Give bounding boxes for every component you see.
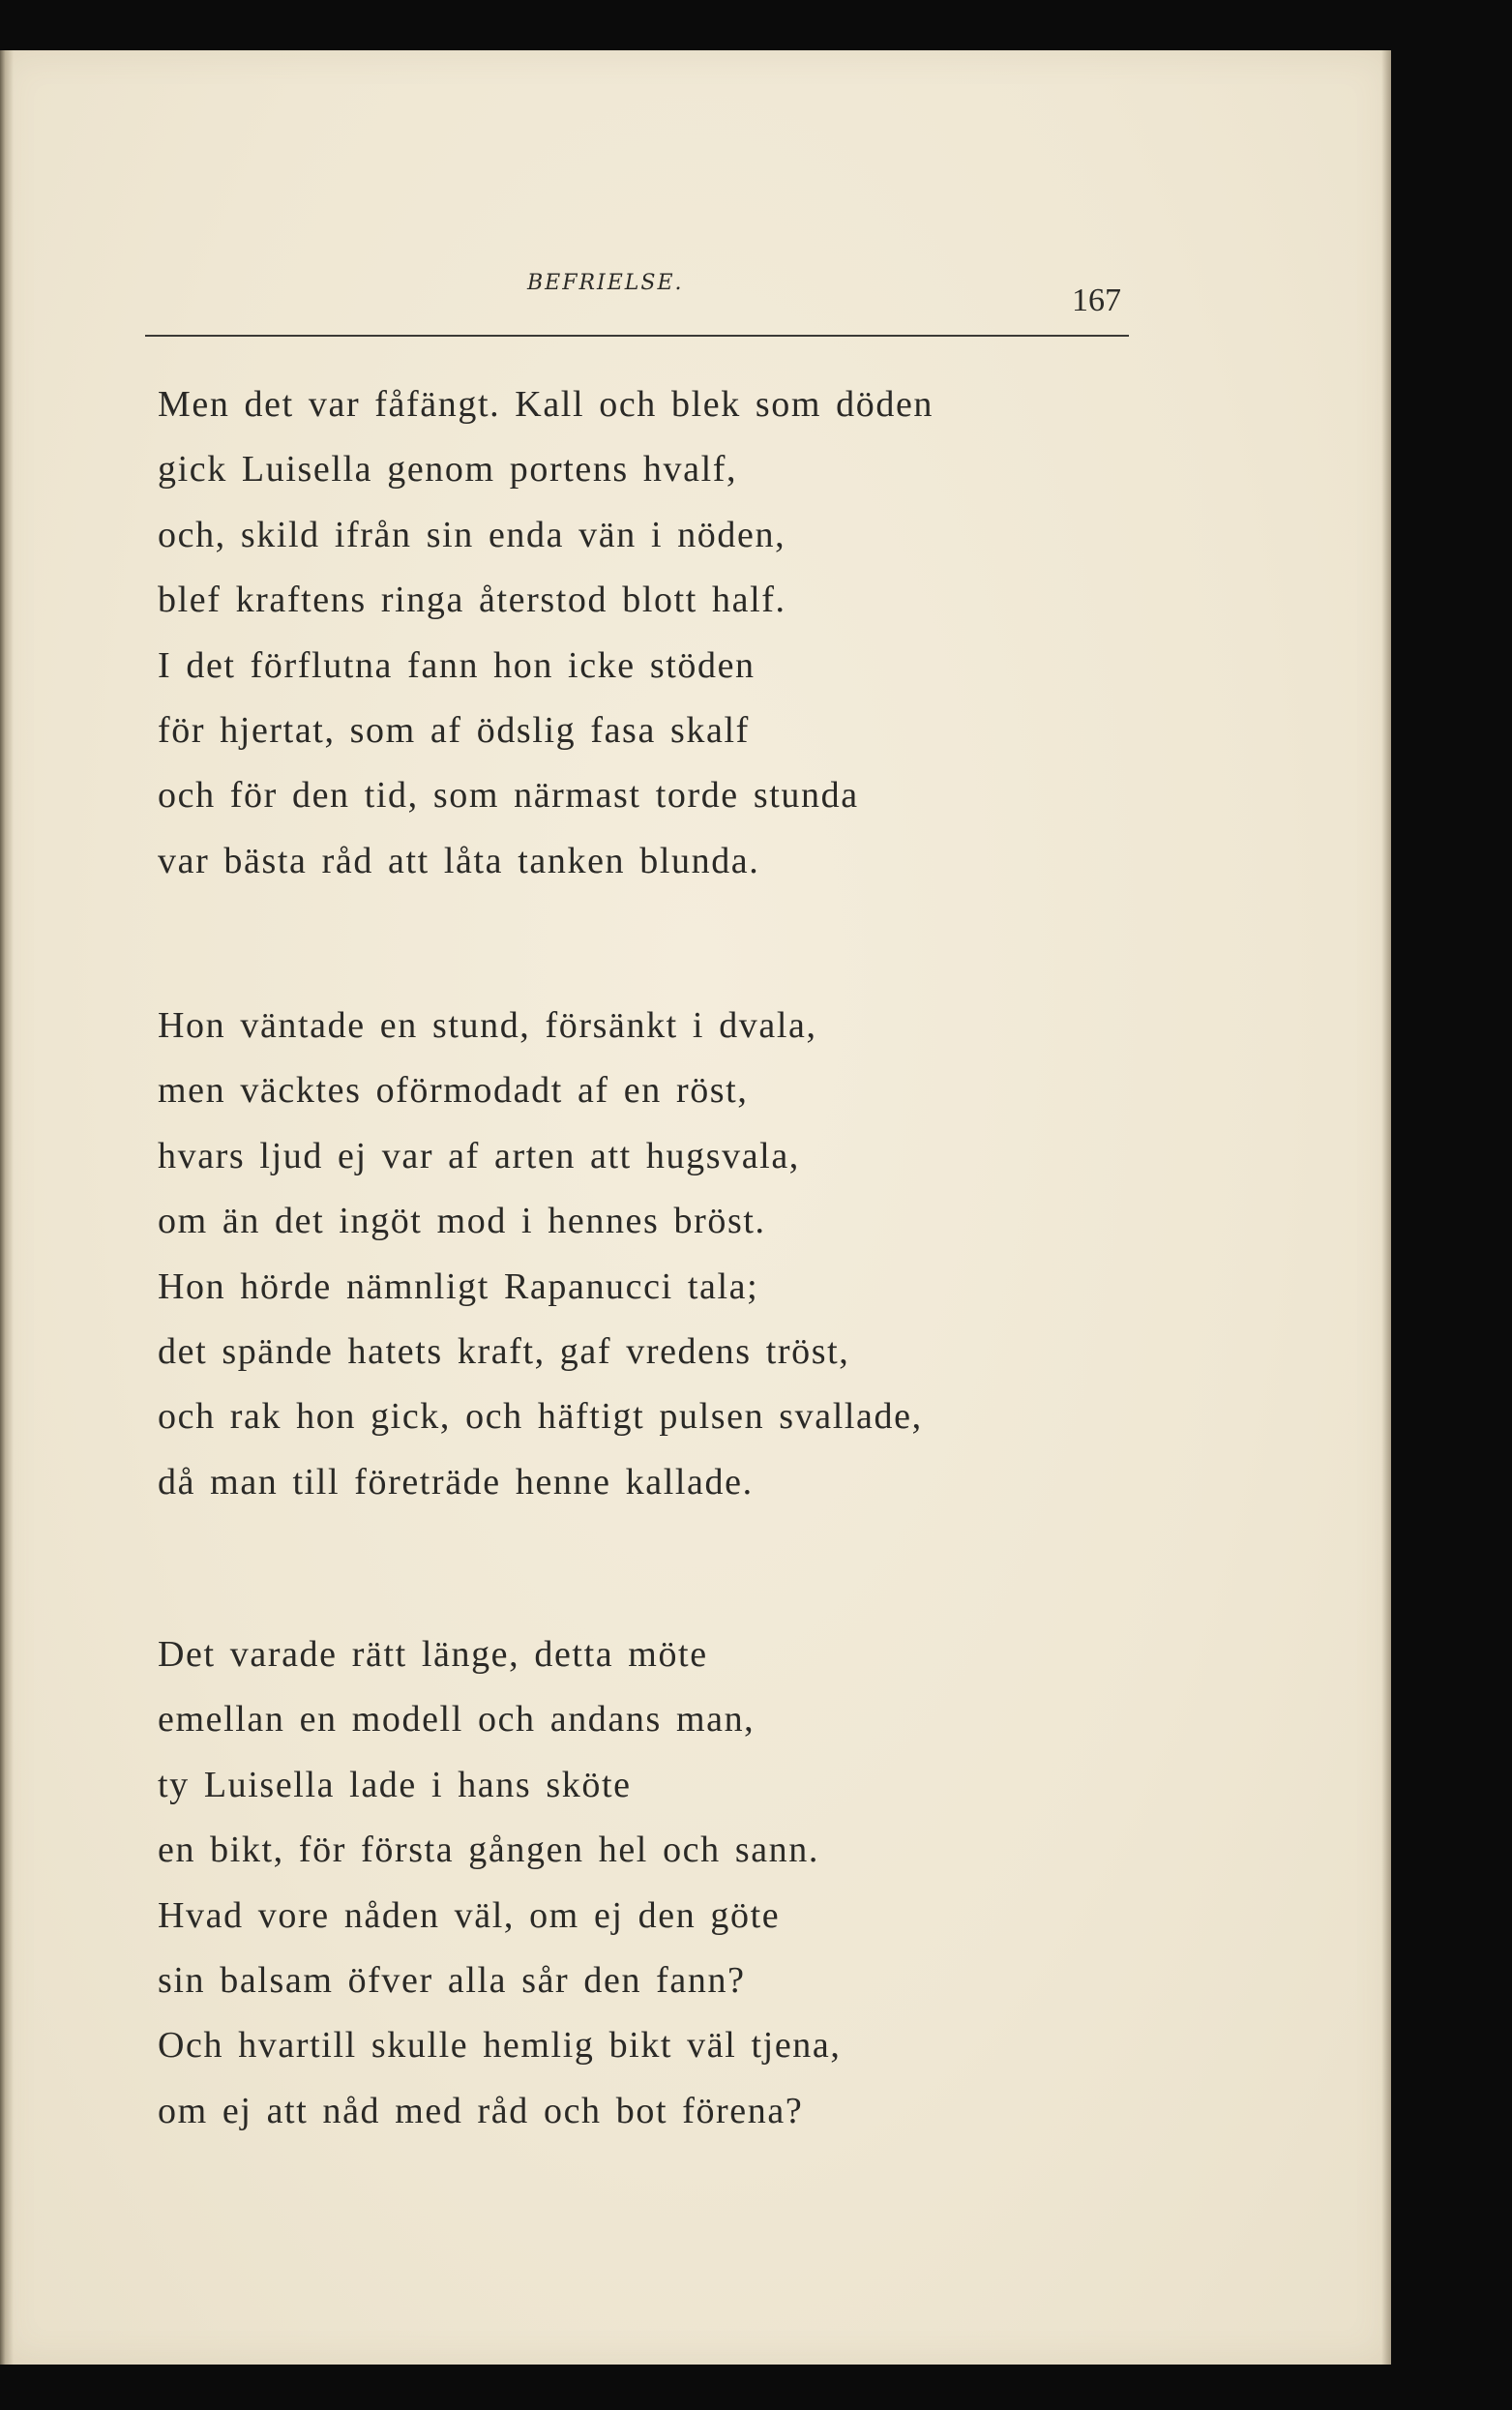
verse-line: men väcktes oförmodadt af en röst,	[158, 1070, 749, 1112]
verse-line: sin balsam öfver alla sår den fann?	[158, 1959, 746, 2001]
verse-line: om än det ingöt mod i hennes bröst.	[158, 1201, 766, 1242]
verse-line: Och hvartill skulle hemlig bikt väl tjena,	[158, 2025, 842, 2067]
verse-line: Hon väntade en stund, försänkt i dvala,	[158, 1005, 817, 1046]
verse-line: I det förflutna fann hon icke stöden	[158, 644, 756, 686]
verse-line: var bästa råd att låta tanken blunda.	[158, 840, 760, 881]
verse-line: Men det var fåfängt. Kall och blek som döden	[158, 384, 934, 425]
page-paper	[0, 50, 1391, 2365]
header-rule	[145, 335, 1129, 337]
verse-line: Det varade rätt länge, detta möte	[158, 1634, 708, 1675]
verse-line: gick Luisella genom portens hvalf,	[158, 449, 738, 491]
page-binding-shadow	[0, 50, 14, 2365]
verse-line: Hon hörde nämnligt Rapanucci tala;	[158, 1265, 759, 1307]
verse-line: hvars ljud ej var af arten att hugsvala,	[158, 1135, 800, 1176]
verse-line: emellan en modell och andans man,	[158, 1699, 756, 1741]
verse-line: blef kraftens ringa återstod blott half.	[158, 580, 786, 621]
verse-line: om ej att nåd med råd och bot förena?	[158, 2090, 804, 2131]
stanza-1	[158, 372, 1125, 894]
verse-line: då man till företräde henne kallade.	[158, 1461, 754, 1503]
running-title: BEFRIELSE.	[527, 271, 684, 295]
page-header	[0, 228, 1391, 318]
verse-line: Hvad vore nåden väl, om ej den göte	[158, 1894, 781, 1936]
stanza-3	[158, 1622, 1125, 2144]
verse-line: och, skild ifrån sin enda vän i nöden,	[158, 514, 786, 555]
verse-line: en bikt, för första gången hel och sann.	[158, 1830, 819, 1871]
page-edge-shadow	[1381, 50, 1391, 2365]
stanza-2	[158, 994, 1125, 1515]
verse-line: för hjertat, som af ödslig fasa skalf	[158, 709, 750, 751]
page-number: 167	[1072, 283, 1121, 318]
verse-line: det spände hatets kraft, gaf vredens tröst,	[158, 1330, 850, 1372]
verse-line: ty Luisella lade i hans sköte	[158, 1764, 632, 1805]
verse-line: och rak hon gick, och häftigt pulsen svallade,	[158, 1396, 923, 1438]
verse-line: och för den tid, som närmast torde stunda	[158, 775, 859, 817]
